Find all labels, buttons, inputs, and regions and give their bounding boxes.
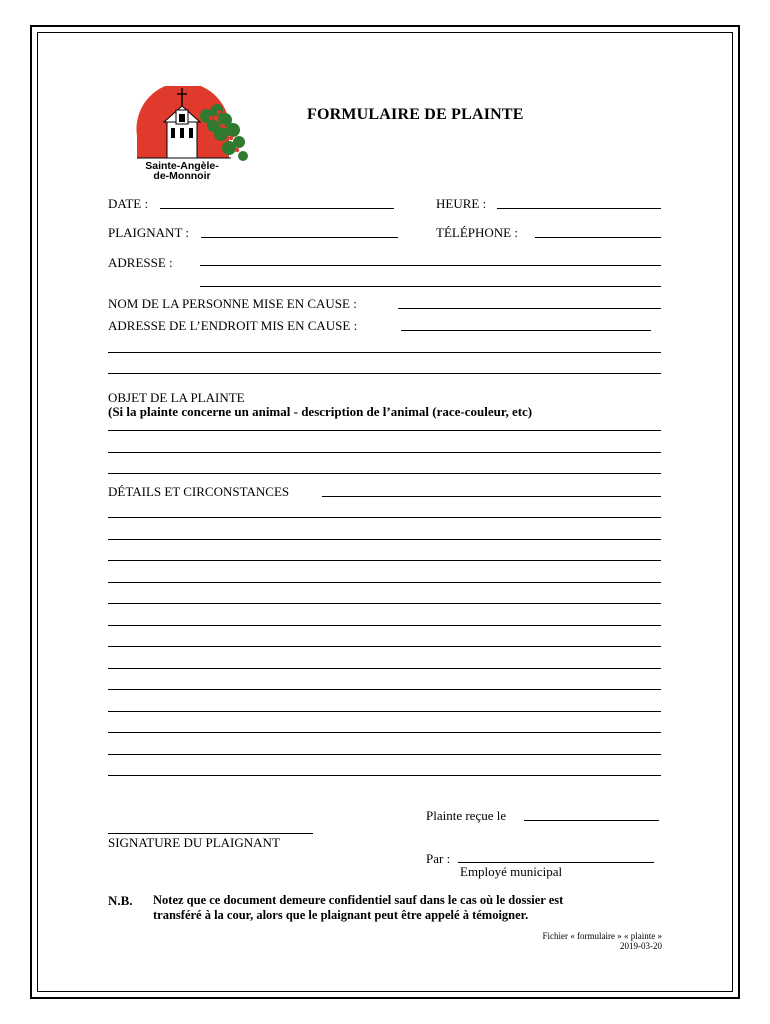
details-line[interactable]: [108, 754, 661, 755]
adresse-endroit-field[interactable]: [401, 330, 651, 331]
objet-line[interactable]: [108, 452, 661, 453]
objet-heading: OBJET DE LA PLAINTE: [108, 390, 245, 405]
adresse-endroit-line2[interactable]: [108, 352, 661, 353]
plainte-recue-label: Plainte reçue le: [426, 808, 507, 823]
signature-label: SIGNATURE DU PLAIGNANT: [108, 835, 280, 850]
telephone-label: TÉLÉPHONE :: [436, 225, 518, 240]
nb-text-line2: transféré à la cour, alors que le plaignant peut être appelé à témoigner.: [153, 908, 529, 922]
plainte-recue-field[interactable]: [524, 820, 659, 821]
details-heading: DÉTAILS ET CIRCONSTANCES: [108, 484, 290, 499]
details-line[interactable]: [108, 689, 661, 690]
details-line[interactable]: [108, 625, 661, 626]
heure-field[interactable]: [497, 208, 661, 209]
objet-subheading: (Si la plainte concerne un animal - description de l’animal (race-couleur, etc): [108, 404, 533, 419]
nom-personne-label: NOM DE LA PERSONNE MISE EN CAUSE :: [108, 296, 357, 311]
heure-label: HEURE :: [436, 196, 487, 211]
details-line[interactable]: [108, 732, 661, 733]
employe-label: Employé municipal: [460, 864, 563, 879]
page-title: FORMULAIRE DE PLAINTE: [307, 106, 524, 123]
adresse-label: ADRESSE :: [108, 255, 173, 270]
document-date: 2019-03-20: [620, 941, 662, 951]
par-field[interactable]: [458, 862, 654, 863]
details-line[interactable]: [108, 539, 661, 540]
date-label: DATE :: [108, 196, 149, 211]
nom-personne-field[interactable]: [398, 308, 661, 309]
details-line[interactable]: [108, 560, 661, 561]
details-line[interactable]: [108, 603, 661, 604]
signature-field[interactable]: [108, 833, 313, 834]
adresse-field-line1[interactable]: [200, 265, 661, 266]
details-line[interactable]: [108, 775, 661, 776]
file-reference: Fichier « formulaire » « plainte »: [542, 931, 662, 941]
logo-text-line1: Sainte-Angèle-: [145, 160, 219, 172]
date-field[interactable]: [160, 208, 394, 209]
adresse-endroit-label: ADRESSE DE L’ENDROIT MIS EN CAUSE :: [108, 318, 358, 333]
nb-label: N.B.: [108, 893, 133, 908]
telephone-field[interactable]: [535, 237, 661, 238]
nb-text-line1: Notez que ce document demeure confidentiel sauf dans le cas où le dossier est: [153, 893, 564, 907]
logo-text-line2: de-Monnoir: [153, 170, 211, 182]
objet-line[interactable]: [108, 430, 661, 431]
plaignant-label: PLAIGNANT :: [108, 225, 190, 240]
details-line[interactable]: [108, 646, 661, 647]
details-line[interactable]: [108, 711, 661, 712]
details-line[interactable]: [108, 517, 661, 518]
details-line[interactable]: [108, 668, 661, 669]
plaignant-field[interactable]: [201, 237, 398, 238]
details-field[interactable]: [322, 496, 661, 497]
municipality-logo: [133, 86, 253, 186]
adresse-endroit-line3[interactable]: [108, 373, 661, 374]
objet-line[interactable]: [108, 473, 661, 474]
par-label: Par :: [426, 851, 451, 866]
adresse-field-line2[interactable]: [200, 286, 661, 287]
details-line[interactable]: [108, 582, 661, 583]
